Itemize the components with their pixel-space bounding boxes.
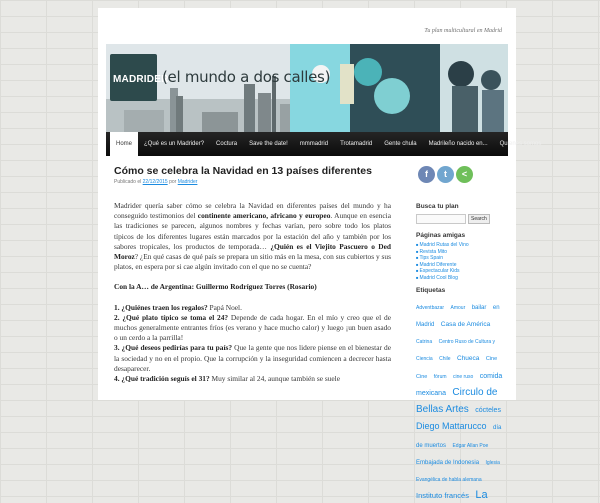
nav-madrileno[interactable]: Madrileño nacido en... xyxy=(428,141,488,147)
tag-link[interactable]: Iglesia Evangélica de habla alemana xyxy=(416,459,500,484)
tag-cloud xyxy=(416,296,508,503)
post-meta xyxy=(114,179,197,185)
friend-link[interactable]: ■ Madrid Rutas del Vino xyxy=(416,242,508,249)
site-tagline: Tu plan multicultural en Madrid xyxy=(424,28,502,34)
post-author-link[interactable]: Madrider xyxy=(177,179,198,185)
header-banner[interactable] xyxy=(106,44,508,132)
nav-que-es[interactable]: ¿Qué es un Madrider? xyxy=(144,141,205,147)
tag-link[interactable]: Adventbazar xyxy=(416,304,445,311)
tag-link[interactable]: Amour xyxy=(450,304,466,311)
nav-trotamadrid[interactable]: Trotamadrid xyxy=(340,141,373,147)
post-date-link[interactable]: 22/12/2015 xyxy=(142,179,168,185)
page-container xyxy=(98,8,542,502)
tag-link[interactable]: cine ruso xyxy=(453,373,474,380)
tag-link[interactable]: fórum xyxy=(433,373,447,380)
twitter-icon[interactable]: t xyxy=(437,166,454,183)
city-skyline-illustration xyxy=(106,44,508,132)
section-heading: Con la A… de Argentina: Guillermo Rodríguez Torres (Rosario) xyxy=(114,282,317,292)
tag-link[interactable]: cócteles xyxy=(475,407,501,415)
search-input[interactable] xyxy=(416,214,466,224)
main-nav xyxy=(106,132,542,156)
post-content xyxy=(114,201,391,400)
tag-link[interactable]: La xyxy=(475,489,488,502)
tag-link[interactable]: Embajada de Indonesia xyxy=(416,459,480,466)
meta-prefix: Publicado el xyxy=(114,179,142,185)
nav-quienes-somos[interactable]: Quienes somos xyxy=(499,141,542,147)
friend-link[interactable]: ■ Tips Spain xyxy=(416,255,508,262)
nav-gente-chula[interactable]: Gente chula xyxy=(384,141,417,147)
tag-link[interactable]: día de muertos xyxy=(416,425,502,449)
site-claim: (el mundo a dos calles) xyxy=(162,68,331,86)
tag-link[interactable]: Instituto francés xyxy=(416,491,469,501)
tag-link[interactable]: Circulo de Bellas Artes xyxy=(416,386,498,416)
qa-list: 1. ¿Quiénes traen los regalos? Papá Noel. 2. ¿Qué plato típico se toma el 24? Depende de cada hogar. En el mío y creo que el de muchos generalmente entrantes fríos (es verano y hace mucho calor) y luego ¡un buen asado o un cerdo a la parrilla! 3. ¿Qué deseos pedirías para tu país? Que la gente que nos lidere piense en el bienestar de la sociedad y no en el propio. Que la corrupción y la inseguridad comiencen a decrecer hasta desaparecer. 4. ¿Qué tradición seguís el 31? Muy similar al 24, aunque también se suele xyxy=(114,302,391,384)
social-buttons xyxy=(418,166,508,183)
search-form xyxy=(416,214,508,224)
tag-link[interactable]: Catrina xyxy=(416,339,433,346)
friends-widget-title: Páginas amigas xyxy=(416,232,466,239)
friend-link[interactable]: ■ Revista Mito xyxy=(416,249,508,256)
tag-link[interactable]: Diego Mattarucco xyxy=(416,421,487,432)
tag-link[interactable]: Edgar Allan Poe xyxy=(452,442,489,449)
nav-mmmadrid[interactable]: mmmadrid xyxy=(299,141,329,147)
share-icon[interactable]: < xyxy=(456,166,473,183)
sidebar xyxy=(416,166,508,503)
meta-by: por xyxy=(169,179,177,185)
intro-paragraph: Madrider quería saber cómo se celebra la Navidad en diferentes países del mundo y ha conseguido testimonios del continente americano, africano y europeo. Aunque en esencia las tradiciones se parecen, algunos nombres y fechas varían, pero sobre todo los platos típicos de los diferentes lugares están marcados por la estación del año y también por los sabores tropicales, los productos de temporada… ¿Quién es el Viejito Pascuero o Ded Moroz? ¿En qué casas de qué país se prepara un sitio más en la mesa, con sus cubiertos y sus platos, en espera por si cae algún invitado con el que no se cuenta? xyxy=(114,201,391,272)
friends-list xyxy=(416,242,508,282)
tag-link[interactable]: bailar xyxy=(471,304,487,311)
nav-home[interactable]: Home xyxy=(110,132,138,156)
logo-text: MADRIDER xyxy=(113,74,169,85)
tags-widget-title: Etiquetas xyxy=(416,286,446,294)
post-title[interactable]: Cómo se celebra la Navidad en 13 países diferentes xyxy=(114,165,372,177)
tag-link[interactable]: Chile xyxy=(439,356,451,363)
friend-link[interactable]: ■ Madrid Diferente xyxy=(416,262,508,269)
tag-link[interactable]: Chueca xyxy=(457,355,480,363)
friend-link[interactable]: ■ Espectacular Kids xyxy=(416,268,508,275)
madrider-logo[interactable] xyxy=(110,54,169,101)
tag-link[interactable]: en Madrid xyxy=(416,304,500,328)
nav-save-the-date[interactable]: Save the date! xyxy=(249,141,288,147)
search-button[interactable]: Search xyxy=(468,214,490,224)
facebook-icon[interactable]: f xyxy=(418,166,435,183)
tag-link[interactable]: Casa de América xyxy=(440,320,491,328)
nav-coctura[interactable]: Coctura xyxy=(216,141,238,147)
friend-link[interactable]: ■ Madrid Cool Blog xyxy=(416,275,508,282)
search-widget-title: Busca tu plan xyxy=(416,203,459,210)
tag-link[interactable]: Cine xyxy=(485,356,498,363)
tag-link[interactable]: Centro Ruso de Cultura y Ciencia xyxy=(416,339,495,363)
tag-link[interactable]: comida mexicana xyxy=(416,372,503,397)
tag-link[interactable]: Cine xyxy=(416,373,428,380)
